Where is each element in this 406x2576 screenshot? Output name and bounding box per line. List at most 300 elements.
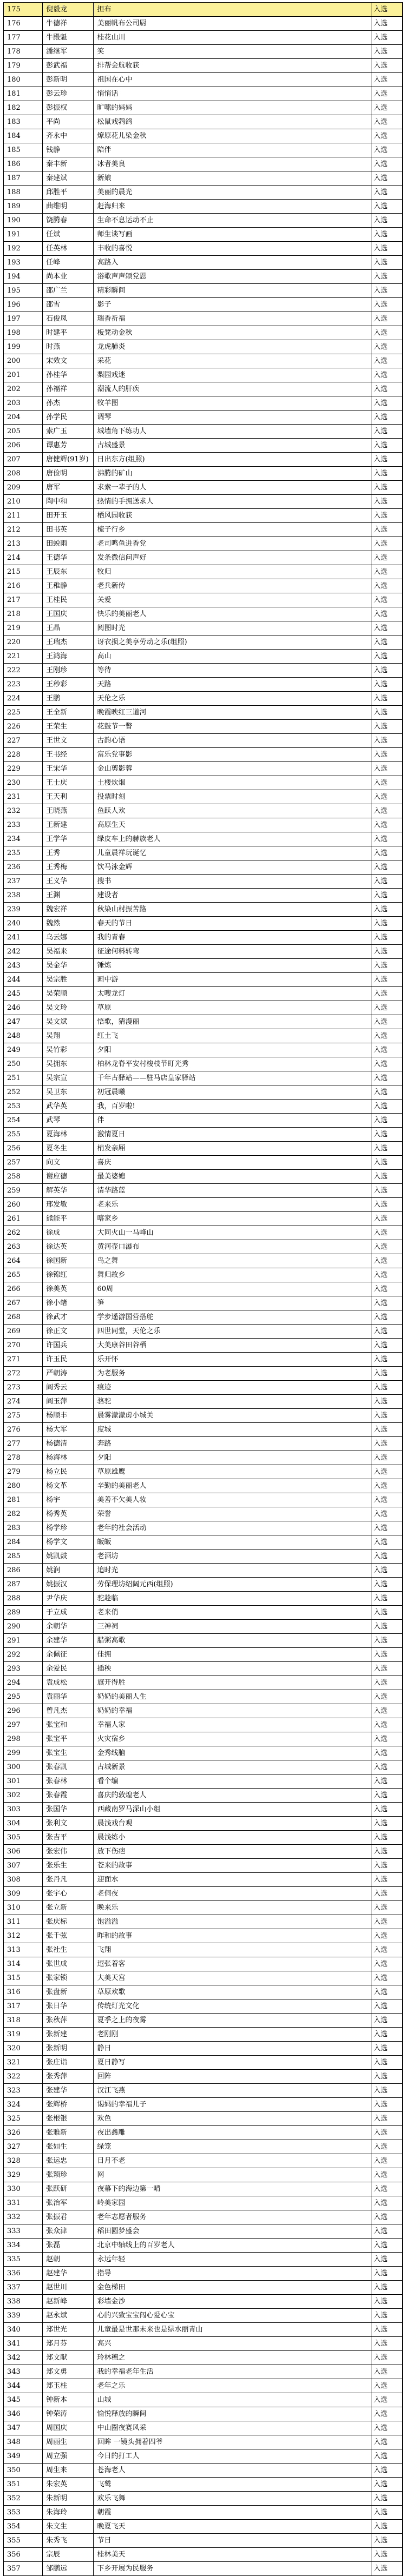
author-name-cell: 吴文玲: [43, 1001, 94, 1015]
row-number-cell: 214: [4, 551, 43, 565]
result-cell: 入选: [371, 2407, 403, 2421]
author-name-cell: 唐俭明: [43, 467, 94, 481]
author-name-cell: 朱海玲: [43, 2506, 94, 2520]
table-row: [4, 537, 403, 551]
result-cell: 入选: [371, 1381, 403, 1395]
work-title-cell: 牧羊图: [94, 396, 371, 410]
result-cell: 入选: [371, 410, 403, 425]
result-cell: 入选: [371, 2253, 403, 2267]
row-number-cell: 262: [4, 1226, 43, 1240]
table-row: [4, 945, 403, 959]
work-title-cell: 绿皮车上的赫族老人: [94, 832, 371, 846]
author-name-cell: 张治军: [43, 2196, 94, 2210]
work-title-cell: 飞鹫: [94, 2478, 371, 2492]
table-row: [4, 2028, 403, 2042]
row-number-cell: 327: [4, 2140, 43, 2154]
row-number-cell: 220: [4, 635, 43, 650]
work-title-cell: 影子: [94, 298, 371, 312]
row-number-cell: 184: [4, 129, 43, 143]
work-title-cell: 晨浅戏台观: [94, 1817, 371, 1831]
row-number-cell: 300: [4, 1760, 43, 1774]
work-title-cell: 悟歌，猜漫丽: [94, 1015, 371, 1029]
author-name-cell: 周生来: [43, 2464, 94, 2478]
row-number-cell: 346: [4, 2407, 43, 2421]
author-name-cell: 姚润: [43, 1564, 94, 1578]
work-title-cell: 奔路: [94, 1437, 371, 1451]
result-cell: 入选: [371, 832, 403, 846]
author-name-cell: 倪毅龙: [43, 3, 94, 17]
author-name-cell: 秦建斌: [43, 171, 94, 186]
work-title-cell: 陪伴: [94, 143, 371, 157]
work-title-cell: 乐开怀: [94, 1353, 371, 1367]
author-name-cell: 潘继军: [43, 45, 94, 59]
table-row: [4, 200, 403, 214]
row-number-cell: 312: [4, 1929, 43, 1943]
result-cell: 入选: [371, 635, 403, 650]
work-title-cell: 阅图时光: [94, 621, 371, 635]
author-name-cell: 曾凡杰: [43, 1704, 94, 1718]
row-number-cell: 185: [4, 143, 43, 157]
author-name-cell: 杨顺丰: [43, 1409, 94, 1423]
row-number-cell: 354: [4, 2520, 43, 2534]
table-row: [4, 1114, 403, 1128]
table-row: [4, 903, 403, 917]
table-row: [4, 776, 403, 790]
result-cell: 入选: [371, 1268, 403, 1282]
table-row: [4, 1985, 403, 1999]
author-name-cell: 朱秀飞: [43, 2534, 94, 2548]
results-table-wrapper: [3, 2, 403, 2576]
work-title-cell: 潮流人的肝疾: [94, 382, 371, 396]
result-cell: 入选: [371, 1676, 403, 1690]
work-title-cell: 劳保理坊绍阔元西(组照): [94, 1578, 371, 1592]
result-cell: 入选: [371, 382, 403, 396]
table-row: [4, 1240, 403, 1254]
result-cell: 入选: [371, 439, 403, 453]
row-number-cell: 256: [4, 1142, 43, 1156]
work-title-cell: 奶奶的幸福: [94, 1704, 371, 1718]
author-name-cell: 唐军: [43, 481, 94, 495]
row-number-cell: 216: [4, 579, 43, 593]
work-title-cell: 北京中轴线上的百岁老人: [94, 2239, 371, 2253]
work-title-cell: 城墙角下练功人: [94, 425, 371, 439]
author-name-cell: 张新明: [43, 2042, 94, 2056]
author-name-cell: 王稚静: [43, 579, 94, 593]
work-title-cell: 沸腾的矿山: [94, 467, 371, 481]
author-name-cell: 赵新峰: [43, 2295, 94, 2309]
work-title-cell: 喜庆的敦煌老人: [94, 1789, 371, 1803]
author-name-cell: 张根银: [43, 2112, 94, 2126]
work-title-cell: 饮马泳金辉: [94, 860, 371, 875]
table-row: [4, 1564, 403, 1578]
author-name-cell: 吴荣顺: [43, 987, 94, 1001]
result-cell: 入选: [371, 1507, 403, 1521]
work-title-cell: 夜出鑫雕: [94, 2126, 371, 2140]
row-number-cell: 337: [4, 2281, 43, 2295]
row-number-cell: 304: [4, 1817, 43, 1831]
author-name-cell: 王宋华: [43, 762, 94, 776]
row-number-cell: 301: [4, 1774, 43, 1789]
author-name-cell: 唐健辉(91岁): [43, 453, 94, 467]
table-row: [4, 1142, 403, 1156]
result-cell: 入选: [371, 2379, 403, 2393]
author-name-cell: 张磊: [43, 2239, 94, 2253]
table-row: [4, 678, 403, 692]
row-number-cell: 218: [4, 607, 43, 621]
result-cell: 入选: [371, 734, 403, 748]
author-name-cell: 张秋萍: [43, 2014, 94, 2028]
result-cell: 入选: [371, 2112, 403, 2126]
result-cell: 入选: [371, 959, 403, 973]
author-name-cell: 王秀: [43, 846, 94, 860]
row-number-cell: 190: [4, 214, 43, 228]
result-cell: 入选: [371, 748, 403, 762]
work-title-cell: 岭美家园: [94, 2196, 371, 2210]
table-row: [4, 2548, 403, 2562]
author-name-cell: 孙学民: [43, 410, 94, 425]
result-cell: 入选: [371, 2196, 403, 2210]
table-row: [4, 2084, 403, 2098]
author-name-cell: 郑文勇: [43, 2365, 94, 2379]
table-row: [4, 1887, 403, 1901]
work-title-cell: 栖风园收获: [94, 509, 371, 523]
table-row: [4, 1774, 403, 1789]
author-name-cell: 钱静: [43, 143, 94, 157]
table-row: [4, 1732, 403, 1746]
row-number-cell: 232: [4, 804, 43, 818]
table-row: [4, 2056, 403, 2070]
work-title-cell: 回眸 一镜头拥着四爷: [94, 2435, 371, 2449]
work-title-cell: 高原生天: [94, 818, 371, 832]
author-name-cell: 向文: [43, 1156, 94, 1170]
work-title-cell: 儿童最是世那末来也是绿水丽青山: [94, 2323, 371, 2337]
row-number-cell: 321: [4, 2056, 43, 2070]
work-title-cell: 悄悄话: [94, 87, 371, 101]
row-number-cell: 259: [4, 1184, 43, 1198]
result-cell: 入选: [371, 2295, 403, 2309]
result-cell: 入选: [371, 607, 403, 621]
author-name-cell: 张秀萍: [43, 2070, 94, 2084]
work-title-cell: 排帮会航收获: [94, 59, 371, 73]
result-cell: 入选: [371, 846, 403, 860]
work-title-cell: 梢发亲厢: [94, 1142, 371, 1156]
row-number-cell: 309: [4, 1887, 43, 1901]
author-name-cell: 牛殿魁: [43, 31, 94, 45]
result-cell: 入选: [371, 1493, 403, 1507]
row-number-cell: 181: [4, 87, 43, 101]
table-row: [4, 368, 403, 382]
work-title-cell: 红土飞: [94, 1029, 371, 1043]
table-row: [4, 410, 403, 425]
author-name-cell: 张宝和: [43, 1718, 94, 1732]
author-name-cell: 彭振权: [43, 101, 94, 115]
author-name-cell: 阎玉萍: [43, 1395, 94, 1409]
row-number-cell: 260: [4, 1198, 43, 1212]
row-number-cell: 236: [4, 860, 43, 875]
author-name-cell: 张国华: [43, 1803, 94, 1817]
row-number-cell: 182: [4, 101, 43, 115]
row-number-cell: 322: [4, 2070, 43, 2084]
row-number-cell: 254: [4, 1114, 43, 1128]
result-cell: 入选: [371, 214, 403, 228]
result-cell: 入选: [371, 242, 403, 256]
row-number-cell: 314: [4, 1957, 43, 1971]
table-row: [4, 1999, 403, 2014]
author-name-cell: 任峰: [43, 256, 94, 270]
result-cell: 入选: [371, 200, 403, 214]
table-row: [4, 818, 403, 832]
table-row: [4, 17, 403, 31]
table-row: [4, 1100, 403, 1114]
row-number-cell: 209: [4, 481, 43, 495]
row-number-cell: 350: [4, 2464, 43, 2478]
table-row: [4, 186, 403, 200]
author-name-cell: 牛德祥: [43, 17, 94, 31]
author-name-cell: 魏宏祥: [43, 903, 94, 917]
work-title-cell: 旗开得胜: [94, 1676, 371, 1690]
work-title-cell: 老年志愿者服务: [94, 2210, 371, 2224]
work-title-cell: 新娘: [94, 171, 371, 186]
work-title-cell: 等待: [94, 664, 371, 678]
work-title-cell: 求索一辈子的人: [94, 481, 371, 495]
result-cell: 入选: [371, 762, 403, 776]
table-row: [4, 326, 403, 340]
author-name-cell: 田开玉: [43, 509, 94, 523]
row-number-cell: 188: [4, 186, 43, 200]
result-cell: 入选: [371, 228, 403, 242]
author-name-cell: 王瑞杰: [43, 635, 94, 650]
work-title-cell: 看个编: [94, 1774, 371, 1789]
result-cell: 入选: [371, 537, 403, 551]
row-number-cell: 352: [4, 2492, 43, 2506]
table-row: [4, 1296, 403, 1310]
result-cell: 入选: [371, 1718, 403, 1732]
result-cell: 入选: [371, 1423, 403, 1437]
result-cell: 入选: [371, 1915, 403, 1929]
author-name-cell: 张立新: [43, 1901, 94, 1915]
result-cell: 入选: [371, 1451, 403, 1465]
row-number-cell: 349: [4, 2449, 43, 2464]
result-cell: 入选: [371, 1578, 403, 1592]
work-title-cell: 建设者: [94, 889, 371, 903]
table-row: [4, 2393, 403, 2407]
row-number-cell: 247: [4, 1015, 43, 1029]
work-title-cell: 飞翔: [94, 1943, 371, 1957]
result-cell: 入选: [371, 860, 403, 875]
result-cell: 入选: [371, 2421, 403, 2435]
work-title-cell: 金秀线脑: [94, 1746, 371, 1760]
result-cell: 入选: [371, 2154, 403, 2168]
table-row: [4, 101, 403, 115]
table-row: [4, 396, 403, 410]
author-name-cell: 张家锁: [43, 1971, 94, 1985]
author-name-cell: 杨大军: [43, 1423, 94, 1437]
work-title-cell: 鱼跃人欢: [94, 804, 371, 818]
result-cell: 入选: [371, 551, 403, 565]
table-row: [4, 1339, 403, 1353]
result-cell: 入选: [371, 2098, 403, 2112]
result-cell: 入选: [371, 987, 403, 1001]
work-title-cell: 骆驼: [94, 1395, 371, 1409]
author-name-cell: 杨立民: [43, 1465, 94, 1479]
work-title-cell: 下乡开展为民服务: [94, 2562, 371, 2576]
table-row: [4, 2281, 403, 2295]
author-name-cell: 郑文献: [43, 2351, 94, 2365]
work-title-cell: 美丽帆布公司厨: [94, 17, 371, 31]
row-number-cell: 297: [4, 1718, 43, 1732]
author-name-cell: 王鹏: [43, 692, 94, 706]
table-row: [4, 551, 403, 565]
author-name-cell: 吴金华: [43, 959, 94, 973]
author-name-cell: 张建华: [43, 2084, 94, 2098]
result-cell: 入选: [371, 481, 403, 495]
table-row: [4, 2042, 403, 2056]
work-title-cell: 绿笼: [94, 2140, 371, 2154]
author-name-cell: 周丽生: [43, 2435, 94, 2449]
row-number-cell: 200: [4, 354, 43, 368]
author-name-cell: 饶腾春: [43, 214, 94, 228]
result-cell: 入选: [371, 1001, 403, 1015]
table-row: [4, 1831, 403, 1845]
work-title-cell: 锤炼: [94, 959, 371, 973]
row-number-cell: 343: [4, 2365, 43, 2379]
row-number-cell: 251: [4, 1071, 43, 1085]
result-cell: 入选: [371, 678, 403, 692]
work-title-cell: 喜庆: [94, 1156, 371, 1170]
result-cell: 入选: [371, 87, 403, 101]
work-title-cell: 我的青春: [94, 931, 371, 945]
table-row: [4, 1648, 403, 1662]
table-row: [4, 973, 403, 987]
work-title-cell: 高路入: [94, 256, 371, 270]
row-number-cell: 324: [4, 2098, 43, 2112]
work-title-cell: 朝霞: [94, 2506, 371, 2520]
table-row: [4, 1367, 403, 1381]
row-number-cell: 356: [4, 2548, 43, 2562]
table-row: [4, 1437, 403, 1451]
work-title-cell: 土楼炊烟: [94, 776, 371, 790]
result-cell: 入选: [371, 1057, 403, 1071]
row-number-cell: 215: [4, 565, 43, 579]
author-name-cell: 乌云娜: [43, 931, 94, 945]
result-cell: 入选: [371, 115, 403, 129]
row-number-cell: 183: [4, 115, 43, 129]
work-title-cell: 金色梯田: [94, 2281, 371, 2295]
author-name-cell: 熊能平: [43, 1212, 94, 1226]
row-number-cell: 345: [4, 2393, 43, 2407]
table-row: [4, 3, 403, 17]
result-cell: 入选: [371, 1690, 403, 1704]
row-number-cell: 279: [4, 1465, 43, 1479]
result-cell: 入选: [371, 17, 403, 31]
row-number-cell: 272: [4, 1367, 43, 1381]
author-name-cell: 张千弦: [43, 1929, 94, 1943]
row-number-cell: 340: [4, 2323, 43, 2337]
author-name-cell: 张世成: [43, 1957, 94, 1971]
result-cell: 入选: [371, 1845, 403, 1859]
table-row: [4, 2140, 403, 2154]
work-title-cell: 画中游: [94, 973, 371, 987]
author-name-cell: 徐武才: [43, 1310, 94, 1325]
table-row: [4, 2239, 403, 2253]
table-row: [4, 1592, 403, 1606]
work-title-cell: 最美婆媳: [94, 1170, 371, 1184]
work-title-cell: 花鼓节一瞥: [94, 720, 371, 734]
result-cell: 入选: [371, 2435, 403, 2449]
row-number-cell: 203: [4, 396, 43, 410]
author-name-cell: 张振君: [43, 2210, 94, 2224]
author-name-cell: 吴拥东: [43, 1057, 94, 1071]
row-number-cell: 323: [4, 2084, 43, 2098]
row-number-cell: 237: [4, 875, 43, 889]
result-cell: 入选: [371, 1957, 403, 1971]
table-row: [4, 1943, 403, 1957]
table-row: [4, 157, 403, 171]
row-number-cell: 238: [4, 889, 43, 903]
work-title-cell: 梨园戏迷: [94, 368, 371, 382]
result-cell: 入选: [371, 2534, 403, 2548]
work-title-cell: 老年之乐: [94, 2379, 371, 2393]
result-cell: 入选: [371, 2014, 403, 2028]
row-number-cell: 310: [4, 1901, 43, 1915]
result-cell: 入选: [371, 270, 403, 284]
row-number-cell: 328: [4, 2154, 43, 2168]
result-cell: 入选: [371, 945, 403, 959]
result-cell: 入选: [371, 2140, 403, 2154]
table-row: [4, 256, 403, 270]
author-name-cell: 王桂民: [43, 593, 94, 607]
table-row: [4, 2534, 403, 2548]
table-row: [4, 495, 403, 509]
author-name-cell: 杨秀英: [43, 1507, 94, 1521]
author-name-cell: 郑玉柱: [43, 2379, 94, 2393]
author-name-cell: 张宝生: [43, 1746, 94, 1760]
table-row: [4, 1128, 403, 1142]
row-number-cell: 195: [4, 284, 43, 298]
row-number-cell: 241: [4, 931, 43, 945]
author-name-cell: 张日华: [43, 1999, 94, 2014]
work-title-cell: 草原: [94, 1001, 371, 1015]
author-name-cell: 张丹凡: [43, 1873, 94, 1887]
author-name-cell: 杨学文: [43, 1535, 94, 1549]
table-row: [4, 2492, 403, 2506]
table-row: [4, 2421, 403, 2435]
result-cell: 入选: [371, 1395, 403, 1409]
work-title-cell: 天伦之乐: [94, 692, 371, 706]
row-number-cell: 274: [4, 1395, 43, 1409]
table-row: [4, 1325, 403, 1339]
author-name-cell: 王秀梅: [43, 860, 94, 875]
work-title-cell: 千年古驿站——驻马店皇家驿站: [94, 1071, 371, 1085]
result-cell: 入选: [371, 1859, 403, 1873]
table-row: [4, 2449, 403, 2464]
work-title-cell: 松鼠戏鹁鸽: [94, 115, 371, 129]
work-title-cell: 60周: [94, 1282, 371, 1296]
author-name-cell: 邵雪: [43, 298, 94, 312]
table-row: [4, 1353, 403, 1367]
table-row: [4, 1971, 403, 1985]
author-name-cell: 张辉桥: [43, 2098, 94, 2112]
row-number-cell: 189: [4, 200, 43, 214]
work-title-cell: 赶海归来: [94, 200, 371, 214]
result-cell: 入选: [371, 621, 403, 635]
table-row: [4, 2562, 403, 2576]
row-number-cell: 338: [4, 2295, 43, 2309]
row-number-cell: 305: [4, 1831, 43, 1845]
table-row: [4, 1254, 403, 1268]
author-name-cell: 武琴: [43, 1114, 94, 1128]
result-cell: 入选: [371, 1929, 403, 1943]
